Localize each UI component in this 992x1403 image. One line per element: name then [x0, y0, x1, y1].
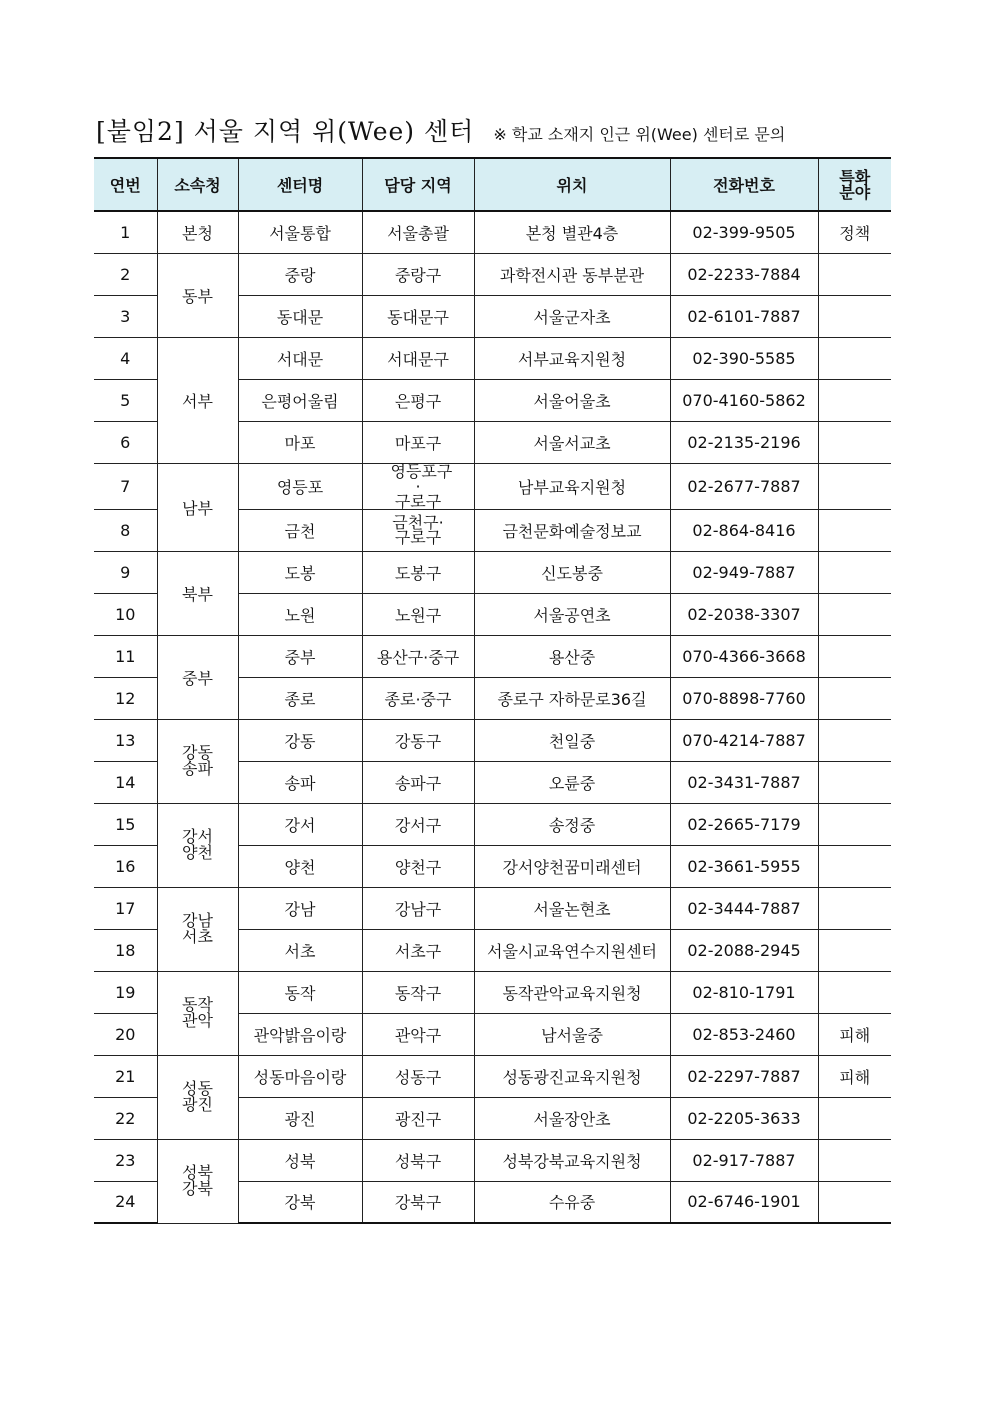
row-number: 7	[94, 463, 157, 509]
service-area-text: 강북구	[394, 1193, 442, 1213]
office-cell: 남부	[157, 463, 238, 551]
center-name: 양천	[238, 845, 362, 887]
location: 금천문화예술정보교	[474, 509, 670, 551]
location: 서부교육지원청	[474, 337, 670, 379]
special-field: 피해	[818, 1055, 891, 1097]
phone-number: 070-4366-3668	[670, 635, 818, 677]
special-field	[818, 845, 891, 887]
table-row	[94, 463, 891, 509]
special-field	[818, 509, 891, 551]
special-field	[818, 677, 891, 719]
service-area	[362, 1013, 474, 1055]
special-field	[818, 887, 891, 929]
row-number: 19	[94, 971, 157, 1013]
service-area	[362, 929, 474, 971]
center-name: 성북	[238, 1139, 362, 1181]
location: 종로구 자하문로36길	[474, 677, 670, 719]
office-cell	[157, 1055, 238, 1139]
center-name: 마포	[238, 421, 362, 463]
phone-number: 02-810-1791	[670, 971, 818, 1013]
office-cell: 서부	[157, 337, 238, 463]
special-field	[818, 551, 891, 593]
office-cell	[157, 971, 238, 1055]
office-cell	[157, 719, 238, 803]
wee-center-table	[94, 157, 891, 1224]
service-area-text: 강서구	[394, 815, 442, 835]
service-area-text: 영등포구· 구로구	[390, 461, 453, 511]
service-area-text: 송파구	[394, 773, 442, 793]
table-body	[94, 211, 891, 1223]
center-name: 강북	[238, 1181, 362, 1223]
header-special	[818, 158, 891, 211]
page-title	[96, 112, 785, 148]
phone-number: 02-6101-7887	[670, 295, 818, 337]
phone-number: 070-4160-5862	[670, 379, 818, 421]
location: 서울논현초	[474, 887, 670, 929]
location: 수유중	[474, 1181, 670, 1223]
office-cell	[157, 803, 238, 887]
row-number: 12	[94, 677, 157, 719]
service-area-text: 마포구	[394, 433, 442, 453]
service-area-text: 도봉구	[394, 563, 442, 583]
service-area-text: 종로·중구	[384, 689, 452, 709]
service-area	[362, 1181, 474, 1223]
phone-number: 02-6746-1901	[670, 1181, 818, 1223]
row-number: 16	[94, 845, 157, 887]
phone-number: 02-2088-2945	[670, 929, 818, 971]
service-area	[362, 253, 474, 295]
service-area-text: 강남구	[394, 899, 442, 919]
inquiry-note: ※ 학교 소재지 인근 위(Wee) 센터로 문의	[493, 125, 786, 144]
location: 남부교육지원청	[474, 463, 670, 509]
office-cell: 동부	[157, 253, 238, 337]
phone-number: 02-2677-7887	[670, 463, 818, 509]
service-area-text: 강동구	[394, 731, 442, 751]
service-area-text: 관악구	[394, 1025, 442, 1045]
center-name: 서초	[238, 929, 362, 971]
table-row	[94, 1139, 891, 1181]
row-number: 10	[94, 593, 157, 635]
phone-number: 02-917-7887	[670, 1139, 818, 1181]
center-name: 노원	[238, 593, 362, 635]
phone-number: 02-399-9505	[670, 211, 818, 253]
special-field	[818, 421, 891, 463]
table-row	[94, 551, 891, 593]
header-phone: 전화번호	[670, 158, 818, 211]
service-area	[362, 719, 474, 761]
table-row	[94, 803, 891, 845]
center-name: 강동	[238, 719, 362, 761]
table-row	[94, 337, 891, 379]
center-name: 동작	[238, 971, 362, 1013]
service-area-text: 양천구	[394, 857, 442, 877]
phone-number: 02-390-5585	[670, 337, 818, 379]
location: 서울장안초	[474, 1097, 670, 1139]
row-number: 2	[94, 253, 157, 295]
header-location: 위치	[474, 158, 670, 211]
service-area	[362, 509, 474, 551]
service-area-text: 서초구	[394, 941, 442, 961]
center-name: 송파	[238, 761, 362, 803]
phone-number: 02-3444-7887	[670, 887, 818, 929]
row-number: 18	[94, 929, 157, 971]
service-area-text: 광진구	[394, 1109, 442, 1129]
center-name: 영등포	[238, 463, 362, 509]
row-number: 4	[94, 337, 157, 379]
office-label: 동작 관악	[182, 995, 213, 1030]
office-cell	[157, 887, 238, 971]
office-label: 강서 양천	[182, 827, 213, 862]
location: 남서울중	[474, 1013, 670, 1055]
service-area	[362, 551, 474, 593]
location: 서울시교육연수지원센터	[474, 929, 670, 971]
special-field	[818, 463, 891, 509]
special-field	[818, 253, 891, 295]
special-field	[818, 971, 891, 1013]
location: 본청 별관4층	[474, 211, 670, 253]
phone-number: 02-2205-3633	[670, 1097, 818, 1139]
special-field	[818, 635, 891, 677]
special-field: 피해	[818, 1013, 891, 1055]
special-field	[818, 929, 891, 971]
location: 서울군자초	[474, 295, 670, 337]
phone-number: 02-3431-7887	[670, 761, 818, 803]
center-name: 종로	[238, 677, 362, 719]
phone-number: 02-949-7887	[670, 551, 818, 593]
row-number: 5	[94, 379, 157, 421]
phone-number: 02-2297-7887	[670, 1055, 818, 1097]
service-area	[362, 845, 474, 887]
service-area	[362, 803, 474, 845]
special-field	[818, 337, 891, 379]
office-label: 성동 광진	[182, 1079, 213, 1114]
special-field: 정책	[818, 211, 891, 253]
center-name: 도봉	[238, 551, 362, 593]
header-center: 센터명	[238, 158, 362, 211]
service-area	[362, 1055, 474, 1097]
table-row	[94, 253, 891, 295]
service-area	[362, 463, 474, 509]
center-name: 은평어울림	[238, 379, 362, 421]
header-row	[94, 158, 891, 211]
table-row	[94, 719, 891, 761]
row-number: 9	[94, 551, 157, 593]
location: 용산중	[474, 635, 670, 677]
service-area	[362, 971, 474, 1013]
phone-number: 02-853-2460	[670, 1013, 818, 1055]
office-label: 강동 송파	[182, 743, 213, 778]
row-number: 8	[94, 509, 157, 551]
service-area	[362, 379, 474, 421]
special-field	[818, 1139, 891, 1181]
center-name: 서대문	[238, 337, 362, 379]
location: 서울공연초	[474, 593, 670, 635]
special-field	[818, 379, 891, 421]
office-label: 강남 서초	[182, 911, 213, 946]
center-name: 강서	[238, 803, 362, 845]
service-area	[362, 211, 474, 253]
service-area-text: 동작구	[394, 983, 442, 1003]
table-row	[94, 635, 891, 677]
service-area	[362, 1097, 474, 1139]
location: 천일중	[474, 719, 670, 761]
row-number: 6	[94, 421, 157, 463]
service-area-text: 노원구	[394, 605, 442, 625]
row-number: 15	[94, 803, 157, 845]
center-name: 서울통합	[238, 211, 362, 253]
center-name: 금천	[238, 509, 362, 551]
location: 과학전시관 동부분관	[474, 253, 670, 295]
table-row	[94, 887, 891, 929]
special-field	[818, 719, 891, 761]
service-area	[362, 295, 474, 337]
phone-number: 02-2135-2196	[670, 421, 818, 463]
header-special-line1: 특화	[839, 167, 871, 187]
table-row	[94, 1055, 891, 1097]
location: 동작관악교육지원청	[474, 971, 670, 1013]
row-number: 11	[94, 635, 157, 677]
row-number: 17	[94, 887, 157, 929]
phone-number: 02-2665-7179	[670, 803, 818, 845]
location: 신도봉중	[474, 551, 670, 593]
special-field	[818, 593, 891, 635]
service-area-text: 동대문구	[387, 307, 449, 327]
service-area	[362, 337, 474, 379]
office-label: 성북 강북	[182, 1163, 213, 1198]
special-field	[818, 1097, 891, 1139]
special-field	[818, 295, 891, 337]
office-cell: 북부	[157, 551, 238, 635]
row-number: 24	[94, 1181, 157, 1223]
service-area-text: 은평구	[394, 391, 442, 411]
row-number: 20	[94, 1013, 157, 1055]
center-name: 강남	[238, 887, 362, 929]
row-number: 14	[94, 761, 157, 803]
phone-number: 070-8898-7760	[670, 677, 818, 719]
phone-number: 02-864-8416	[670, 509, 818, 551]
row-number: 1	[94, 211, 157, 253]
service-area	[362, 593, 474, 635]
center-name: 동대문	[238, 295, 362, 337]
location: 서울어울초	[474, 379, 670, 421]
phone-number: 02-2038-3307	[670, 593, 818, 635]
office-cell	[157, 1139, 238, 1223]
office-cell: 중부	[157, 635, 238, 719]
special-field	[818, 761, 891, 803]
center-name: 광진	[238, 1097, 362, 1139]
header-no: 연번	[94, 158, 157, 211]
row-number: 23	[94, 1139, 157, 1181]
special-field	[818, 1181, 891, 1223]
service-area-text: 금천구· 구로구	[392, 513, 444, 547]
location: 강서양천꿈미래센터	[474, 845, 670, 887]
service-area	[362, 421, 474, 463]
service-area-text: 성북구	[394, 1151, 442, 1171]
location: 오륜중	[474, 761, 670, 803]
header-office: 소속청	[157, 158, 238, 211]
document-title: [붙임2] 서울 지역 위(Wee) 센터	[96, 117, 475, 146]
phone-number: 070-4214-7887	[670, 719, 818, 761]
service-area	[362, 635, 474, 677]
phone-number: 02-2233-7884	[670, 253, 818, 295]
service-area	[362, 677, 474, 719]
location: 성동광진교육지원청	[474, 1055, 670, 1097]
center-name: 성동마음이랑	[238, 1055, 362, 1097]
center-name: 중랑	[238, 253, 362, 295]
service-area-text: 서대문구	[387, 349, 449, 369]
row-number: 21	[94, 1055, 157, 1097]
service-area	[362, 761, 474, 803]
header-area: 담당 지역	[362, 158, 474, 211]
location: 서울서교초	[474, 421, 670, 463]
center-name: 중부	[238, 635, 362, 677]
table-row	[94, 971, 891, 1013]
location: 송정중	[474, 803, 670, 845]
special-field	[818, 803, 891, 845]
header-special-line2: 분야	[839, 182, 871, 202]
service-area	[362, 1139, 474, 1181]
row-number: 22	[94, 1097, 157, 1139]
table-row	[94, 211, 891, 253]
service-area-text: 서울총괄	[387, 223, 449, 243]
row-number: 3	[94, 295, 157, 337]
service-area-text: 용산구·중구	[376, 647, 460, 667]
location: 성북강북교육지원청	[474, 1139, 670, 1181]
phone-number: 02-3661-5955	[670, 845, 818, 887]
office-cell: 본청	[157, 211, 238, 253]
service-area-text: 성동구	[394, 1067, 442, 1087]
row-number: 13	[94, 719, 157, 761]
service-area-text: 중랑구	[394, 265, 442, 285]
service-area	[362, 887, 474, 929]
center-name: 관악밝음이랑	[238, 1013, 362, 1055]
